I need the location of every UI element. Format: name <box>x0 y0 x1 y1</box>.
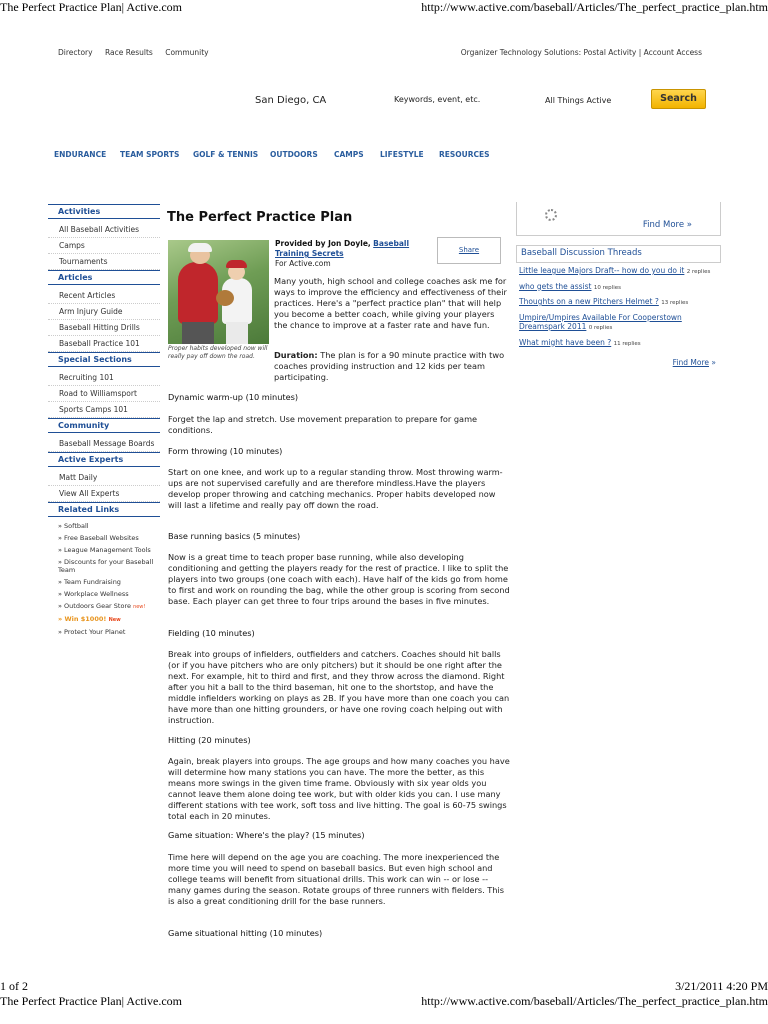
reply-count: 13 replies <box>661 300 689 306</box>
sidebar-item[interactable]: Recruiting 101 <box>48 370 160 386</box>
section-body: Break into groups of infielders, outfielders and catchers. Coaches should hit balls (or if you have pitchers who are only pitchers) but it should be one right after the next. For example, hit to third and first, and they throw across the diamond. Right after you hit a ball to the third baseman, hit one to the shortstop, and have the middle infielders working on plays as 2B. If you have more than one coach you can have more than one hitting grounders, or have one roving coach helping out with instruction. <box>168 649 510 725</box>
find-more-link[interactable]: Find More » <box>642 220 692 230</box>
sidebar-head-special[interactable]: Special Sections <box>48 352 160 367</box>
share-button[interactable]: Share <box>437 237 501 264</box>
sidebar-item[interactable]: Recent Articles <box>48 288 160 304</box>
list-item <box>519 297 721 309</box>
discussion-threads <box>519 266 721 353</box>
reply-count: 0 replies <box>588 325 613 331</box>
print-title: The Perfect Practice Plan| Active.com <box>0 0 182 14</box>
related-link-text: » Outdoors Gear Store <box>58 602 131 610</box>
find-more-text: Find More <box>672 358 710 367</box>
print-url: http://www.active.com/baseball/Articles/The_perfect_practice_plan.htm <box>421 0 768 14</box>
related-link-text: » Win $1000! <box>58 615 107 623</box>
related-link[interactable]: » Protect Your Planet <box>58 628 126 636</box>
sidebar <box>48 204 160 638</box>
top-nav <box>58 48 219 57</box>
section-heading: Game situation: Where's the play? (15 minutes) <box>168 830 365 840</box>
byline-author: Provided by Jon Doyle, <box>275 239 371 248</box>
article-duration <box>274 350 510 383</box>
sidebar-head-related: Related Links <box>48 502 160 517</box>
photo-shape <box>188 243 212 252</box>
sidebar-item[interactable]: Tournaments <box>48 254 160 270</box>
article-intro: Many youth, high school and college coaches ask me for ways to improve the efficiency and effectiveness of their practices. Here's a "perfect practice plan" that will help you become a better coach, while giving your players the chance to improve at a faster rate and have fun. <box>274 276 507 330</box>
duration-text: The plan is for a 90 minute practice with two coaches providing instruction and 12 kids per team participating. <box>274 350 505 382</box>
related-link[interactable]: » Workplace Wellness <box>58 590 129 598</box>
nav-community[interactable]: Community <box>165 48 209 57</box>
section-heading: Dynamic warm-up (10 minutes) <box>168 392 299 402</box>
sidebar-head-activities[interactable]: Activities <box>48 204 160 219</box>
related-link-win[interactable] <box>48 613 160 626</box>
article <box>167 210 510 938</box>
article-photo <box>168 240 269 344</box>
nav-directory[interactable]: Directory <box>58 48 93 57</box>
byline-site: For Active.com <box>275 259 331 268</box>
new-badge: new! <box>133 604 146 610</box>
source-link[interactable]: Baseball Training Secrets <box>275 239 410 258</box>
page-title: The Perfect Practice Plan <box>167 210 353 225</box>
location-input[interactable]: San Diego, CA <box>255 95 327 106</box>
list-item <box>519 338 721 350</box>
search-button[interactable]: Search <box>651 89 706 109</box>
section-body: Forget the lap and stretch. Use movement preparation to prepare for game conditions. <box>168 414 478 435</box>
section-body: Time here will depend on the age you are coaching. The more inexperienced the more time you will need to spend on baseball basics. But even high school and college teams will benefit from situational drills. This work can win -- or lose -- many games during the season. Rotate groups of three runners with fielders. This is also a great conditioning drill for the base runners. <box>168 852 505 906</box>
list-item <box>519 282 721 294</box>
related-link[interactable]: » Discounts for your Baseball Team <box>58 558 154 574</box>
photo-shape <box>178 262 218 324</box>
cat-outdoors[interactable]: OUTDOORS <box>270 150 318 159</box>
new-badge: New <box>108 617 121 623</box>
cat-endurance[interactable]: ENDURANCE <box>54 150 107 159</box>
section-heading: Hitting (20 minutes) <box>168 735 251 745</box>
section-heading: Form throwing (10 minutes) <box>168 446 283 456</box>
scope-select[interactable]: All Things Active <box>545 96 612 105</box>
section-body: Again, break players into groups. The age groups and how many coaches you have will determine how many stations you can have. The more the better, as this means more swings in the given time frame. Obviously with six year olds you cannot leave them alone doing tee work, but with older kids you can. I use many different stations with tee work, soft toss and live hitting. The goal is 60-75 swings total each in 20 minutes. <box>168 756 510 821</box>
section-heading: Fielding (10 minutes) <box>168 628 255 638</box>
discussion-heading: Baseball Discussion Threads <box>516 245 721 263</box>
photo-shape <box>226 260 247 268</box>
byline <box>275 239 435 269</box>
related-link[interactable]: » Softball <box>58 522 89 530</box>
find-more-threads-link[interactable] <box>673 358 716 367</box>
photo-caption: Proper habits developed now will really pay off down the road. <box>168 345 268 360</box>
section-body: Now is a great time to teach proper base running, while also developing conditioning and getting the players ready for the rest of practice. I like to split the players into two groups (one coach with each). Have half of the kids go from home to first and work on rounding the bag, while the other group is scoring from second base. Each player can get three to four trips around the bases in five minutes. <box>168 552 510 606</box>
sidebar-item[interactable]: All Baseball Activities <box>48 222 160 238</box>
sidebar-item[interactable]: Baseball Message Boards <box>48 436 160 452</box>
sidebar-item[interactable]: Road to Williamsport <box>48 386 160 402</box>
photo-shape <box>182 322 214 344</box>
cat-resources[interactable]: RESOURCES <box>439 150 490 159</box>
thread-link[interactable]: Little league Majors Draft-- how do you do it <box>519 266 685 275</box>
glove-icon <box>216 290 234 306</box>
list-item <box>519 313 721 334</box>
reply-count: 11 replies <box>613 340 641 347</box>
thread-link[interactable]: What might have been ? <box>519 337 612 347</box>
thread-link[interactable]: who gets the assist <box>519 281 592 291</box>
reply-count: 10 replies <box>593 284 621 291</box>
sidebar-head-community[interactable]: Community <box>48 418 160 433</box>
arrow-icon: » <box>709 358 716 367</box>
events-box <box>516 202 721 236</box>
reply-count: 2 replies <box>686 269 711 275</box>
related-link[interactable]: » Team Fundraising <box>58 578 121 586</box>
section-heading: Game situational hitting (10 minutes) <box>168 928 323 938</box>
sidebar-item[interactable]: Arm Injury Guide <box>48 304 160 320</box>
section-heading: Base running basics (5 minutes) <box>168 531 301 541</box>
sidebar-item[interactable]: Matt Daily <box>48 470 160 486</box>
sidebar-item[interactable]: Camps <box>48 238 160 254</box>
nav-race-results[interactable]: Race Results <box>104 48 153 57</box>
print-title: The Perfect Practice Plan| Active.com <box>0 994 182 1008</box>
loading-spinner-icon <box>545 209 557 221</box>
print-url: http://www.active.com/baseball/Articles/The_perfect_practice_plan.htm <box>421 994 768 1008</box>
related-link-gear[interactable] <box>48 600 160 613</box>
thread-link[interactable]: Umpire/Umpires Available For Cooperstown Dreamspark 2011 <box>519 312 682 331</box>
section-body: Start on one knee, and work up to a regular standing throw. Most throwing warm-ups are not supervised carefully and are therefore mindless.Have the players develop proper throwing and catching mechanics. Proper habits developed now will last a lifetime and really pay off down the road. <box>168 467 503 510</box>
sidebar-item[interactable]: Baseball Hitting Drills <box>48 320 160 336</box>
related-link[interactable]: » Free Baseball Websites <box>58 534 139 542</box>
print-datetime: 3/21/2011 4:20 PM <box>675 979 768 993</box>
related-link[interactable]: » League Management Tools <box>58 546 151 554</box>
list-item <box>519 266 721 278</box>
sidebar-item[interactable]: Sports Camps 101 <box>48 402 160 418</box>
keyword-input[interactable]: Keywords, event, etc. <box>394 95 481 104</box>
photo-shape <box>226 322 248 344</box>
top-utility-links[interactable]: Organizer Technology Solutions: Postal Activity | Account Access <box>460 48 702 57</box>
sidebar-head-experts[interactable]: Active Experts <box>48 452 160 467</box>
duration-label: Duration: <box>274 350 318 360</box>
sidebar-item[interactable]: View All Experts <box>48 486 160 502</box>
cat-camps[interactable]: CAMPS <box>334 150 364 159</box>
cat-lifestyle[interactable]: LIFESTYLE <box>380 150 424 159</box>
cat-golf-tennis[interactable]: GOLF & TENNIS <box>193 150 259 159</box>
sidebar-item[interactable]: Baseball Practice 101 <box>48 336 160 352</box>
thread-link[interactable]: Thoughts on a new Pitchers Helmet ? <box>519 297 659 306</box>
sidebar-head-articles[interactable]: Articles <box>48 270 160 285</box>
cat-team-sports[interactable]: TEAM SPORTS <box>120 150 180 159</box>
print-page-number: 1 of 2 <box>0 979 28 993</box>
print-header <box>0 0 768 14</box>
